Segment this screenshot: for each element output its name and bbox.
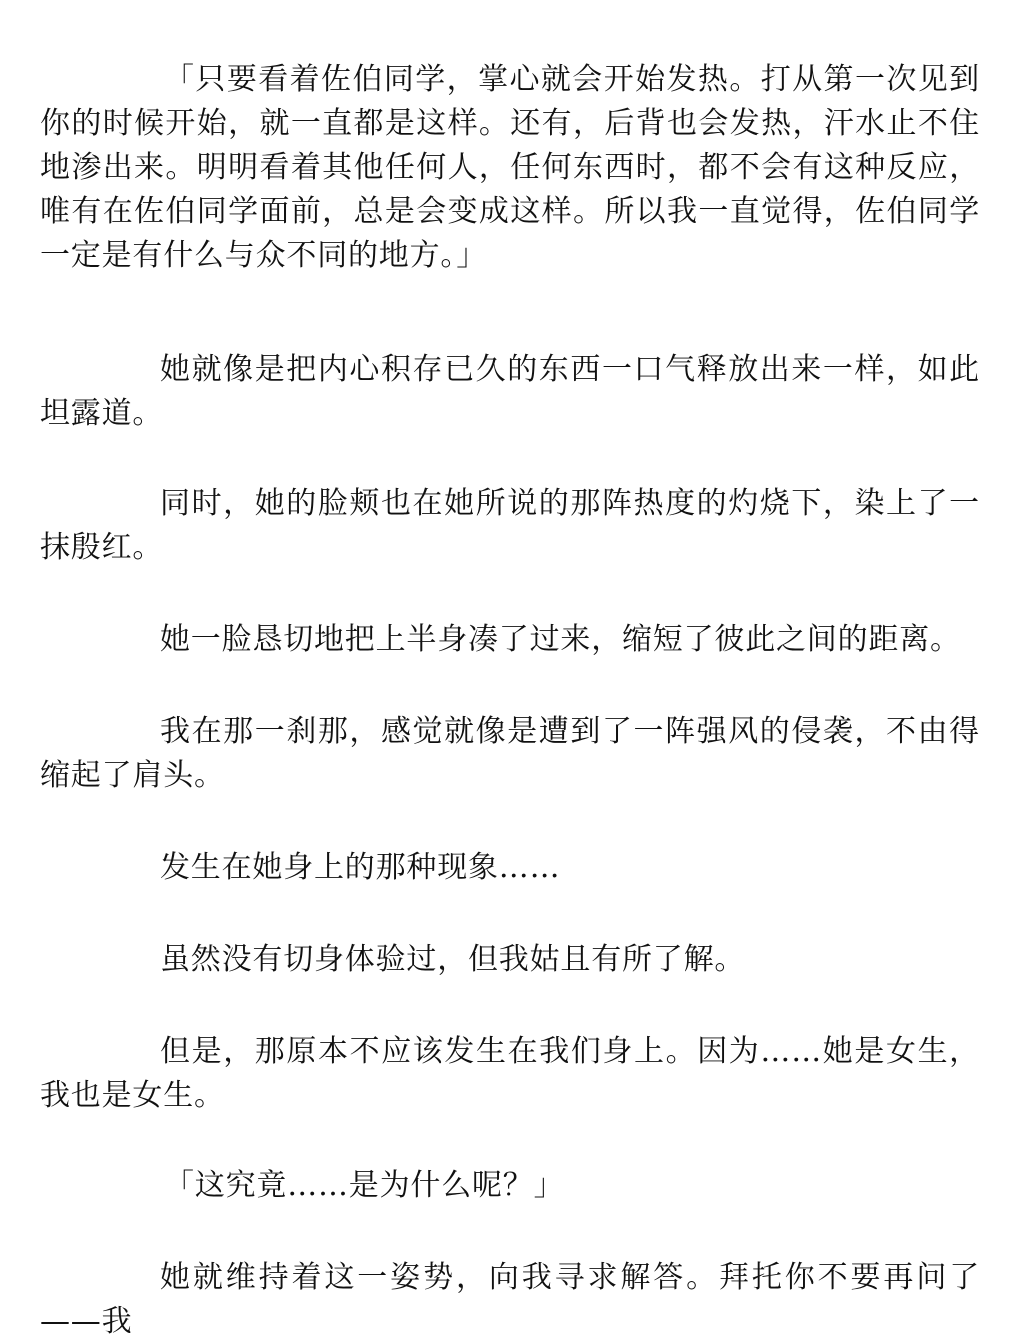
paragraph-5: 我在那一刹那，感觉就像是遭到了一阵强风的侵袭，不由得缩起了肩头。 (40, 714, 980, 793)
paragraph-6: 发生在她身上的那种现象…… (160, 850, 561, 885)
paragraph-dialogue-1: 「只要看着佐伯同学，掌心就会开始发热。打从第一次见到你的时候开始，就一直都是这样。还有，后背也会发热，汗水止不住地渗出来。明明看着其他任何人，任何东西时，都不会有这种反应，唯有在佐伯同学面前，总是会变成这样。所以我一直觉得，佐伯同学一定是有什么与众不同的地方。」 (40, 62, 980, 273)
paragraph-3: 同时，她的脸颊也在她所说的那阵热度的灼烧下，染上了一抹殷红。 (40, 486, 980, 565)
paragraph-dialogue-2: 「这究竟……是为什么呢？」 (164, 1168, 565, 1203)
paragraph-2: 她就像是把内心积存已久的东西一口气释放出来一样，如此坦露道。 (40, 352, 980, 431)
paragraph-10: 她就维持着这一姿势，向我寻求解答。拜托你不要再问了——我 (40, 1260, 980, 1339)
paragraph-4: 她一脸恳切地把上半身凑了过来，缩短了彼此之间的距离。 (160, 622, 961, 657)
paragraph-7: 虽然没有切身体验过，但我姑且有所了解。 (160, 942, 746, 977)
paragraph-8: 但是，那原本不应该发生在我们身上。因为……她是女生，我也是女生。 (40, 1034, 980, 1113)
